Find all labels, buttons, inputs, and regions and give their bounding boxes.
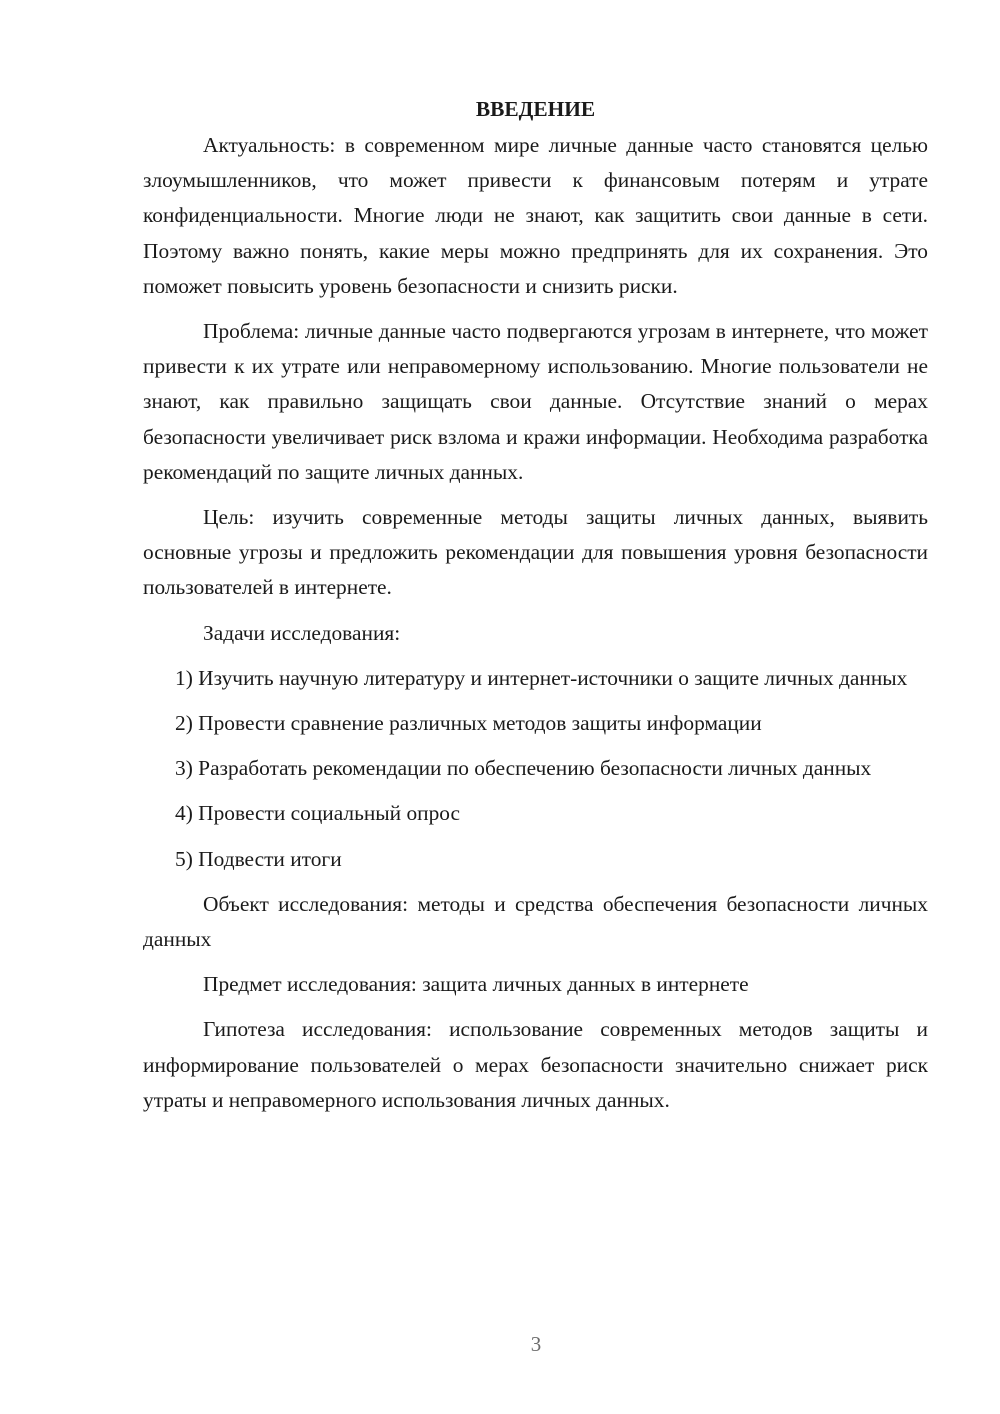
paragraph-object: Объект исследования: методы и средства обеспечения безопасности личных данных xyxy=(143,891,928,952)
paragraph-hypothesis: Гипотеза исследования: использование современных методов защиты и информирование пользователей о мерах безопасности значительно снижает риск утраты и неправомерного использования личных данных. xyxy=(143,1017,928,1112)
list-item: 2) Провести сравнение различных методов защиты информации xyxy=(175,711,762,736)
page-number: 3 xyxy=(530,1332,542,1356)
section-title: ВВЕДЕНИЕ xyxy=(475,97,596,121)
paragraph-goal: Цель: изучить современные методы защиты личных данных, выявить основные угрозы и предложить рекомендации для повышения уровня безопасности пользователей в интернете. xyxy=(143,505,928,600)
tasks-list xyxy=(143,661,928,877)
paragraph-relevance: Актуальность: в современном мире личные данные часто становятся целью злоумышленников, что может привести к финансовым потерям и утрате конфиденциальности. Многие люди не знают, как защитить свои данные в сети. Поэтому важно понять, какие меры можно предпринять для их сохранения. Это поможет повысить уровень безопасности и снизить риски. xyxy=(143,133,928,298)
document-page xyxy=(143,92,928,1128)
list-item: 5) Подвести итоги xyxy=(175,846,342,871)
list-item: 3) Разработать рекомендации по обеспечению безопасности личных данных xyxy=(175,756,872,781)
paragraph-problem: Проблема: личные данные часто подвергаются угрозам в интернете, что может привести к их утрате или неправомерному использованию. Многие пользователи не знают, как правильно защищать свои данные. Отсутствие знаний о мерах безопасности увеличивает риск взлома и кражи информации. Необходима разработка рекомендаций по защите личных данных. xyxy=(143,319,928,484)
list-item: 1) Изучить научную литературу и интернет-источники о защите личных данных xyxy=(175,665,908,690)
paragraph-subject: Предмет исследования: защита личных данных в интернете xyxy=(203,972,749,997)
tasks-heading: Задачи исследования: xyxy=(203,620,401,645)
list-item: 4) Провести социальный опрос xyxy=(175,801,461,826)
